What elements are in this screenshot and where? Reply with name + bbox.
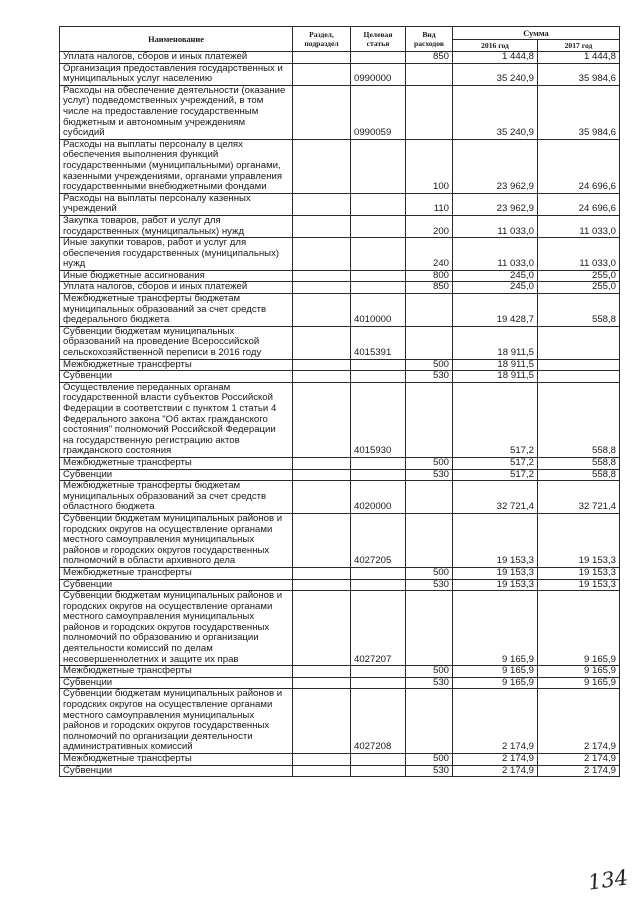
row-target [351, 567, 406, 579]
table-row [60, 591, 620, 666]
row-expense-type: 500 [406, 666, 453, 678]
row-name: Субвенции [60, 677, 293, 689]
row-sum-2017: 558,8 [538, 457, 620, 469]
table-row [60, 677, 620, 689]
row-sum-2016: 11 033,0 [453, 238, 538, 271]
table-row [60, 85, 620, 139]
row-target [351, 193, 406, 215]
table-row [60, 371, 620, 383]
table-row [60, 282, 620, 294]
row-sum-2017: 11 033,0 [538, 238, 620, 271]
row-sum-2016: 18 911,5 [453, 326, 538, 359]
row-target: 4010000 [351, 294, 406, 327]
row-target [351, 238, 406, 271]
row-section [293, 193, 351, 215]
row-section [293, 139, 351, 193]
row-expense-type [406, 382, 453, 457]
row-target [351, 52, 406, 64]
row-sum-2017: 2 174,9 [538, 765, 620, 777]
row-target: 4015391 [351, 326, 406, 359]
row-expense-type: 530 [406, 371, 453, 383]
row-name: Расходы на выплаты персоналу казенных учреждений [60, 193, 293, 215]
row-name: Субвенции [60, 765, 293, 777]
row-sum-2016: 32 721,4 [453, 481, 538, 514]
table-row [60, 294, 620, 327]
row-name: Субвенции бюджетам муниципальных районов и городских округов на осуществление органами местного самоуправления муниципальных районов и городских округов государственных полномочий по образованию и организации деятельности комиссий по делам несовершеннолетних и защите их прав [60, 591, 293, 666]
row-target: 4015930 [351, 382, 406, 457]
row-sum-2017: 19 153,3 [538, 513, 620, 567]
row-expense-type: 530 [406, 677, 453, 689]
row-name: Субвенции [60, 469, 293, 481]
row-expense-type: 850 [406, 282, 453, 294]
table-row [60, 52, 620, 64]
row-target: 4027208 [351, 689, 406, 754]
row-sum-2017: 255,0 [538, 282, 620, 294]
row-section [293, 457, 351, 469]
row-target [351, 270, 406, 282]
row-sum-2017: 9 165,9 [538, 677, 620, 689]
row-name: Организация предоставления государственных и муниципальных услуг населению [60, 63, 293, 85]
row-sum-2017: 2 174,9 [538, 754, 620, 766]
row-sum-2016: 2 174,9 [453, 754, 538, 766]
row-expense-type [406, 85, 453, 139]
row-section [293, 294, 351, 327]
row-sum-2017: 1 444,8 [538, 52, 620, 64]
row-name: Закупка товаров, работ и услуг для государственных (муниципальных) нужд [60, 215, 293, 237]
table-row [60, 270, 620, 282]
row-sum-2016: 35 240,9 [453, 85, 538, 139]
row-name: Субвенции [60, 579, 293, 591]
table-row [60, 238, 620, 271]
row-sum-2017: 558,8 [538, 469, 620, 481]
row-section [293, 579, 351, 591]
table-row [60, 139, 620, 193]
row-sum-2017: 558,8 [538, 294, 620, 327]
row-section [293, 52, 351, 64]
row-expense-type [406, 63, 453, 85]
row-sum-2017: 19 153,3 [538, 579, 620, 591]
row-name: Субвенции бюджетам муниципальных районов и городских округов на осуществление органами местного самоуправления муниципальных районов и городских округов государственных полномочий в области архивного дела [60, 513, 293, 567]
row-target: 4027207 [351, 591, 406, 666]
row-expense-type: 530 [406, 579, 453, 591]
row-sum-2016: 19 428,7 [453, 294, 538, 327]
row-expense-type [406, 294, 453, 327]
row-expense-type [406, 513, 453, 567]
row-section [293, 215, 351, 237]
row-name: Иные закупки товаров, работ и услуг для обеспечения государственных (муниципальных) нужд [60, 238, 293, 271]
budget-table [59, 26, 620, 777]
row-section [293, 765, 351, 777]
row-section [293, 282, 351, 294]
table-header [60, 27, 620, 52]
row-target [351, 666, 406, 678]
row-target [351, 765, 406, 777]
row-section [293, 371, 351, 383]
row-section [293, 591, 351, 666]
row-expense-type: 100 [406, 139, 453, 193]
row-sum-2016: 18 911,5 [453, 371, 538, 383]
row-name: Субвенции бюджетам муниципальных образований на проведение Всероссийской сельскохозяйственной переписи в 2016 году [60, 326, 293, 359]
row-expense-type [406, 326, 453, 359]
row-section [293, 270, 351, 282]
row-name: Межбюджетные трансферты [60, 567, 293, 579]
budget-sheet [59, 26, 619, 777]
row-expense-type [406, 481, 453, 514]
row-sum-2016: 19 153,3 [453, 567, 538, 579]
row-name: Уплата налогов, сборов и иных платежей [60, 52, 293, 64]
row-sum-2017: 9 165,9 [538, 591, 620, 666]
row-sum-2016: 19 153,3 [453, 579, 538, 591]
row-sum-2017: 2 174,9 [538, 689, 620, 754]
header-expense-type: Вид расходов [406, 27, 453, 52]
row-sum-2016: 245,0 [453, 270, 538, 282]
table-row [60, 382, 620, 457]
row-sum-2016: 517,2 [453, 457, 538, 469]
row-sum-2016: 23 962,9 [453, 193, 538, 215]
row-name: Межбюджетные трансферты [60, 359, 293, 371]
row-name: Субвенции бюджетам муниципальных районов и городских округов на осуществление органами местного самоуправления муниципальных районов и городских округов государственных полномочий по организации деятельности административных комиссий [60, 689, 293, 754]
row-expense-type [406, 591, 453, 666]
row-section [293, 359, 351, 371]
row-target: 0990000 [351, 63, 406, 85]
row-sum-2017: 255,0 [538, 270, 620, 282]
row-target [351, 215, 406, 237]
row-sum-2017 [538, 371, 620, 383]
row-target: 4020000 [351, 481, 406, 514]
row-sum-2017: 11 033,0 [538, 215, 620, 237]
row-name: Расходы на выплаты персоналу в целях обеспечения выполнения функций государственными (муниципальными) органами, казенными учреждениями, органами управления государственными внебюджетными фондами [60, 139, 293, 193]
row-name: Межбюджетные трансферты бюджетам муниципальных образований за счет средств областного бюджета [60, 481, 293, 514]
row-expense-type: 500 [406, 567, 453, 579]
row-sum-2016: 517,2 [453, 469, 538, 481]
row-name: Осуществление переданных органам государственной власти субъектов Российской Федерации в соответствии с пунктом 1 статьи 4 Федерального закона "Об актах гражданского состояния" полномочий Российской Федерации на государственную регистрацию актов гражданского состояния [60, 382, 293, 457]
table-body [60, 52, 620, 777]
row-expense-type: 240 [406, 238, 453, 271]
row-sum-2016: 9 165,9 [453, 666, 538, 678]
header-target: Целевая статья [351, 27, 406, 52]
row-target [351, 371, 406, 383]
header-year-2016: 2016 год [453, 40, 538, 52]
table-row [60, 481, 620, 514]
row-expense-type: 110 [406, 193, 453, 215]
row-expense-type: 530 [406, 469, 453, 481]
row-section [293, 666, 351, 678]
header-sum: Сумма [453, 27, 620, 40]
header-section: Раздел, подраздел [293, 27, 351, 52]
row-name: Субвенции [60, 371, 293, 383]
row-sum-2016: 1 444,8 [453, 52, 538, 64]
table-row [60, 359, 620, 371]
row-sum-2017: 24 696,6 [538, 193, 620, 215]
row-name: Межбюджетные трансферты бюджетам муниципальных образований за счет средств федерального бюджета [60, 294, 293, 327]
row-expense-type: 500 [406, 359, 453, 371]
row-section [293, 469, 351, 481]
row-expense-type: 850 [406, 52, 453, 64]
row-section [293, 326, 351, 359]
row-name: Иные бюджетные ассигнования [60, 270, 293, 282]
header-year-2017: 2017 год [538, 40, 620, 52]
row-name: Межбюджетные трансферты [60, 754, 293, 766]
row-section [293, 677, 351, 689]
row-sum-2017: 35 984,6 [538, 85, 620, 139]
page-number: 134 [586, 865, 630, 895]
table-row [60, 666, 620, 678]
row-sum-2016: 35 240,9 [453, 63, 538, 85]
table-row [60, 193, 620, 215]
row-expense-type: 200 [406, 215, 453, 237]
row-expense-type: 500 [406, 457, 453, 469]
row-sum-2016: 11 033,0 [453, 215, 538, 237]
row-sum-2016: 9 165,9 [453, 677, 538, 689]
header-name: Наименование [60, 27, 293, 52]
row-sum-2016: 245,0 [453, 282, 538, 294]
row-section [293, 754, 351, 766]
table-row [60, 754, 620, 766]
row-expense-type: 500 [406, 754, 453, 766]
row-sum-2016: 18 911,5 [453, 359, 538, 371]
row-target [351, 469, 406, 481]
table-row [60, 469, 620, 481]
table-row [60, 63, 620, 85]
table-row [60, 689, 620, 754]
row-sum-2016: 9 165,9 [453, 591, 538, 666]
row-sum-2017: 35 984,6 [538, 63, 620, 85]
row-sum-2017 [538, 326, 620, 359]
row-expense-type: 800 [406, 270, 453, 282]
row-sum-2017: 32 721,4 [538, 481, 620, 514]
row-section [293, 382, 351, 457]
row-name: Уплата налогов, сборов и иных платежей [60, 282, 293, 294]
row-section [293, 689, 351, 754]
table-row [60, 215, 620, 237]
row-name: Расходы на обеспечение деятельности (оказание услуг) подведомственных учреждений, в том числе на предоставление государственным бюджетным и автономным учреждениям субсидий [60, 85, 293, 139]
row-sum-2017: 19 153,3 [538, 567, 620, 579]
table-row [60, 765, 620, 777]
row-sum-2016: 2 174,9 [453, 765, 538, 777]
table-row [60, 326, 620, 359]
row-name: Межбюджетные трансферты [60, 666, 293, 678]
row-target [351, 677, 406, 689]
row-target [351, 754, 406, 766]
row-expense-type [406, 689, 453, 754]
table-row [60, 513, 620, 567]
row-target [351, 139, 406, 193]
row-sum-2016: 23 962,9 [453, 139, 538, 193]
row-sum-2017: 9 165,9 [538, 666, 620, 678]
row-sum-2016: 19 153,3 [453, 513, 538, 567]
row-sum-2016: 517,2 [453, 382, 538, 457]
row-target [351, 579, 406, 591]
row-expense-type: 530 [406, 765, 453, 777]
table-row [60, 457, 620, 469]
row-target: 0990059 [351, 85, 406, 139]
row-target [351, 457, 406, 469]
row-target [351, 282, 406, 294]
row-sum-2017: 24 696,6 [538, 139, 620, 193]
row-sum-2017: 558,8 [538, 382, 620, 457]
row-sum-2016: 2 174,9 [453, 689, 538, 754]
row-section [293, 85, 351, 139]
row-target: 4027205 [351, 513, 406, 567]
row-section [293, 567, 351, 579]
row-section [293, 238, 351, 271]
row-section [293, 513, 351, 567]
row-target [351, 359, 406, 371]
row-name: Межбюджетные трансферты [60, 457, 293, 469]
row-sum-2017 [538, 359, 620, 371]
table-row [60, 579, 620, 591]
row-section [293, 63, 351, 85]
table-row [60, 567, 620, 579]
row-section [293, 481, 351, 514]
